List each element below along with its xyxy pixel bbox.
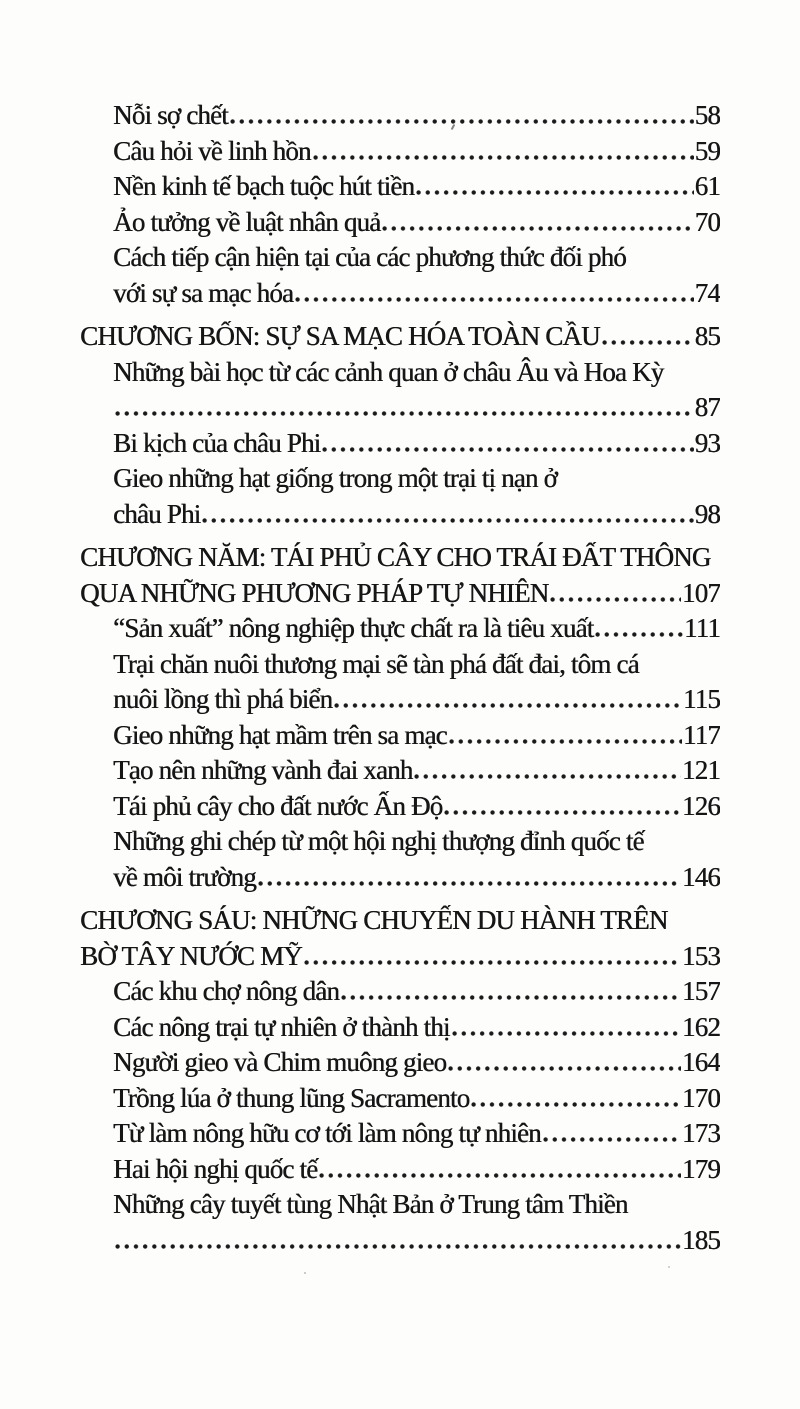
dotted-leader <box>452 1031 681 1036</box>
section-title: Hai hội nghị quốc tế <box>113 1153 318 1184</box>
toc-entry-line <box>80 463 720 499</box>
dotted-leader <box>382 226 693 231</box>
page-number: 157 <box>681 976 720 1006</box>
section-title: Những ghi chép từ một hội nghị thượng đỉnh quốc tế <box>113 826 644 856</box>
section-title: Những cây tuyết tùng Nhật Bản ở Trung tâm Thiền <box>113 1189 628 1219</box>
section-title: Các nông trại tự nhiên ở thành thị <box>113 1011 450 1042</box>
chapter-title: BỜ TÂY NƯỚC MỸ <box>80 940 302 971</box>
dotted-leader <box>115 1244 681 1249</box>
toc-entry-line <box>80 499 720 535</box>
page-number: 58 <box>694 100 720 130</box>
dotted-leader <box>230 119 694 124</box>
section-title: “Sản xuất” nông nghiệp thực chất ra là tiêu xuất <box>113 613 594 643</box>
section-title: Câu hỏi về linh hồn <box>113 135 311 166</box>
dotted-leader <box>115 411 694 416</box>
section-title: Ảo tưởng về luật nhân quả <box>113 206 381 237</box>
section-title: Người gieo và Chim muông gieo <box>113 1047 447 1077</box>
toc-entry-line <box>80 1189 720 1225</box>
dotted-leader <box>295 297 694 302</box>
toc-chapter-line <box>80 542 720 578</box>
dotted-leader <box>334 703 682 708</box>
toc-entry-line <box>80 1047 720 1083</box>
page-number: 115 <box>682 684 720 714</box>
page-number: 61 <box>694 171 720 201</box>
page-number: 164 <box>681 1047 720 1077</box>
toc-entry-line <box>80 428 720 464</box>
dotted-leader <box>602 340 694 345</box>
toc-entry-line <box>80 862 720 898</box>
page-number: 179 <box>681 1153 720 1184</box>
chapter-title: QUA NHỮNG PHƯƠNG PHÁP TỰ NHIÊN <box>80 577 549 608</box>
toc-entry-line <box>80 1083 720 1119</box>
chapter-title: CHƯƠNG BỐN: SỰ SA MẠC HÓA TOÀN CẦU <box>80 321 600 351</box>
toc-entry-line <box>80 357 720 393</box>
toc-entry-line <box>80 1012 720 1048</box>
section-title: châu Phi <box>113 498 201 529</box>
dotted-leader <box>449 739 682 744</box>
toc-entry-line <box>80 1154 720 1190</box>
scan-speck <box>304 1272 306 1274</box>
toc-entry-line <box>80 976 720 1012</box>
section-title: Tạo nên những vành đai xanh <box>113 755 413 785</box>
page-number: 146 <box>681 861 720 892</box>
toc-entry-line <box>80 171 720 207</box>
dotted-leader <box>444 810 681 815</box>
toc-entry-line <box>80 720 720 756</box>
chapter-title: CHƯƠNG SÁU: NHỮNG CHUYẾN DU HÀNH TRÊN <box>80 905 668 935</box>
toc-entry-line <box>80 613 720 649</box>
toc-entry-line <box>80 392 720 428</box>
toc-entry-line <box>80 649 720 685</box>
scan-speck <box>668 1266 670 1268</box>
page-number: 117 <box>682 719 720 750</box>
section-title: Nỗi sợ chết <box>113 100 228 130</box>
toc-entry-line <box>80 242 720 278</box>
toc-entry-line <box>80 1118 720 1154</box>
section-title: nuôi lồng thì phá biển <box>113 684 333 714</box>
page-number: 126 <box>681 790 720 821</box>
page-number: 70 <box>694 206 720 237</box>
page-number: 111 <box>683 613 720 643</box>
dotted-leader <box>414 774 680 779</box>
toc-chapter-line <box>80 321 720 357</box>
section-title: Trại chăn nuôi thương mại sẽ tàn phá đất đai, tôm cá <box>113 648 639 679</box>
dotted-leader <box>202 518 693 523</box>
dotted-leader <box>313 155 694 160</box>
toc-chapter-line <box>80 578 720 614</box>
section-title: Gieo những hạt giống trong một trại tị nạn ở <box>113 463 557 493</box>
table-of-contents <box>80 100 720 1260</box>
toc-entry-line <box>80 100 720 136</box>
page-number: 85 <box>694 321 720 351</box>
page-number: 87 <box>694 392 720 422</box>
toc-entry-line <box>80 1225 720 1261</box>
toc-entry-line <box>80 278 720 314</box>
dotted-leader <box>471 1102 681 1107</box>
dotted-leader <box>550 597 681 602</box>
section-title: về môi trường <box>113 861 256 892</box>
dotted-leader <box>341 995 681 1000</box>
dotted-leader <box>543 1137 681 1142</box>
section-title: Tái phủ cây cho đất nước Ấn Độ <box>113 790 443 821</box>
section-title: Nền kinh tế bạch tuộc hút tiền <box>113 171 415 201</box>
dotted-leader <box>319 1173 681 1178</box>
section-title: Những bài học từ các cảnh quan ở châu Âu và Hoa Kỳ <box>113 356 664 387</box>
section-title: Cách tiếp cận hiện tại của các phương thức đối phó <box>113 242 626 272</box>
page-number: 93 <box>694 427 720 458</box>
section-title: Trồng lúa ở thung lũng Sacramento <box>113 1082 470 1113</box>
section-title: với sự sa mạc hóa <box>113 277 294 308</box>
toc-chapter-line <box>80 941 720 977</box>
section-title: Bi kịch của châu Phi <box>113 427 321 458</box>
page-number: 98 <box>694 498 720 529</box>
page-number: 173 <box>681 1118 720 1148</box>
section-title: Gieo những hạt mầm trên sa mạc <box>113 719 447 750</box>
toc-entry-line <box>80 755 720 791</box>
page-number: 153 <box>681 940 720 971</box>
toc-entry-line <box>80 684 720 720</box>
page-number: 107 <box>681 577 720 608</box>
page-number: 121 <box>681 755 720 785</box>
dotted-leader <box>416 190 693 195</box>
dotted-leader <box>448 1066 681 1071</box>
page-number: 74 <box>694 277 720 308</box>
page-number: 170 <box>681 1082 720 1113</box>
toc-entry-line <box>80 207 720 243</box>
toc-entry-line <box>80 826 720 862</box>
toc-entry-line <box>80 136 720 172</box>
section-title: Từ làm nông hữu cơ tới làm nông tự nhiên <box>113 1118 541 1148</box>
toc-chapter-line <box>80 905 720 941</box>
dotted-leader <box>322 447 693 452</box>
page-number: 185 <box>681 1224 720 1255</box>
page-number: 162 <box>681 1011 720 1042</box>
dotted-leader <box>304 960 681 965</box>
toc-entry-line <box>80 791 720 827</box>
dotted-leader <box>258 881 681 886</box>
section-title: Các khu chợ nông dân <box>113 976 340 1006</box>
dotted-leader <box>595 632 683 637</box>
chapter-title: CHƯƠNG NĂM: TÁI PHỦ CÂY CHO TRÁI ĐẤT THÔNG <box>80 542 711 572</box>
page-number: 59 <box>694 135 720 166</box>
